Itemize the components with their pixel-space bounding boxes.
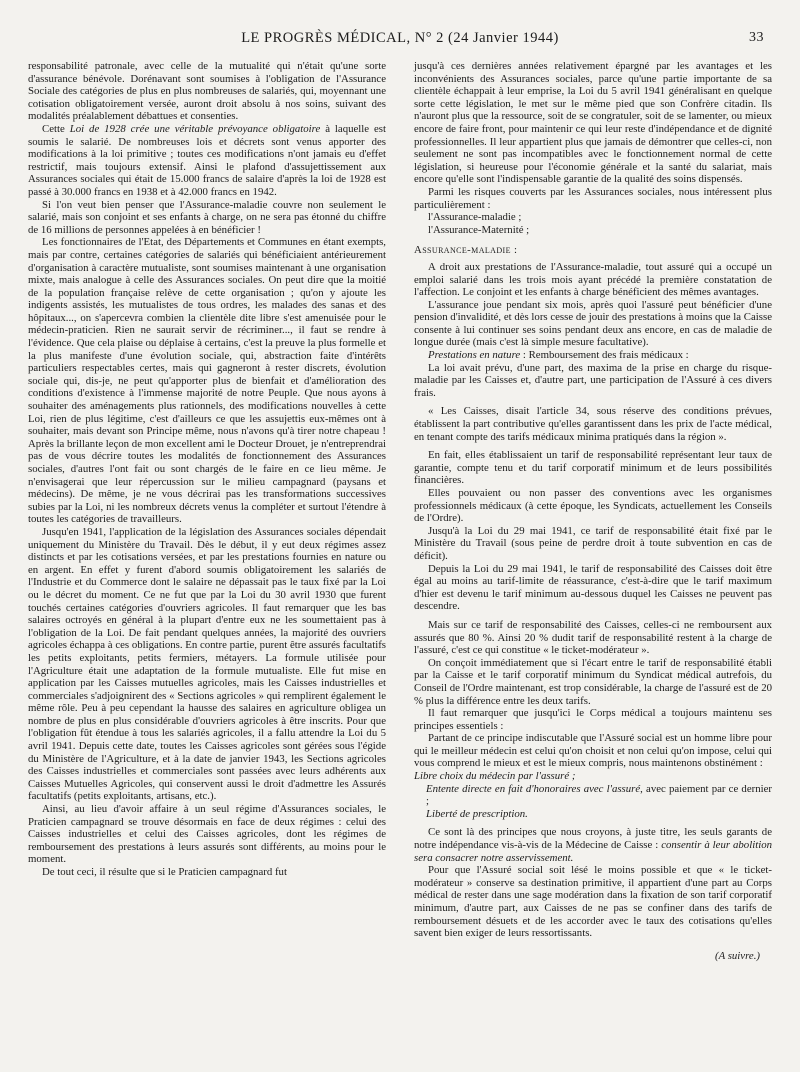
italic-text: consentir à leur abolition sera consacrer notre asservissement. — [414, 839, 772, 864]
right-column — [414, 60, 772, 962]
journal-title: LE PROGRÈS MÉDICAL, N° 2 (24 Janvier 1944) — [241, 30, 559, 46]
paragraph: Si l'on veut bien penser que l'Assurance-maladie couvre non seulement le salarié, mais son conjoint et ses enfants à charge, on ne sera pas étonné du chiffre de 16 millions de personnes appelées à en bénéficier ! — [28, 198, 386, 236]
to-be-continued: (A suivre.) — [715, 949, 760, 962]
running-header — [28, 30, 772, 50]
text-run: : Remboursement des frais médicaux : — [520, 349, 689, 362]
principle-line: Liberté de prescription. — [426, 807, 528, 820]
paragraph: Il faut remarquer que jusqu'ici le Corps médical a toujours maintenu ses principes essentiels : — [414, 707, 772, 732]
quoted-article: « Les Caisses, disait l'article 34, sous réserve des conditions prévues, établissent la part contributive qu'elles garantissent dans les prix de l'acte médical, en tenant compte des tarifs médicaux minima pratiqués dans la région ». — [414, 405, 772, 443]
text-run: , avec paiement par ce dernier ; — [426, 782, 773, 808]
paragraph: responsabilité patronale, avec celle de la mutualité qui n'était qu'une sorte d'assurance bénévole. Dorénavant sont soumises à l'obligation de l'Assurance Sociale des catégories de plus en plus nombreuses de salariés, qui, moyennant une cotisation obligatoirement versée, auront droit absolu à nos soins, suivant des modalités préalablement débattues et consenties. — [28, 60, 386, 123]
paragraph: Elles pouvaient ou non passer des conventions avec les organismes professionnels médicaux (à cette époque, les Syndicats, actuellement les Conseils de l'Ordre). — [414, 487, 772, 525]
paragraph — [414, 349, 772, 362]
paragraph: Depuis la Loi du 29 mai 1941, le tarif de responsabilité des Caisses doit être égal au moins au tarif-limite de réassurance, c'est-à-dire que le tarif maximum d'hier est devenu le tarif minimum au-dessous duquel les Caisses ne peuvent pas descendre. — [414, 562, 772, 613]
italic-text: Entente directe en fait d'honoraires avec l'assuré — [426, 782, 641, 795]
list-item: l'Assurance-Maternité ; — [428, 223, 530, 236]
paragraph: Les fonctionnaires de l'Etat, des Départements et Communes en étant exempts, mais par contre, certaines catégories de salariés qui bénéficiaient antérieurement d'organisation à caractère mutualiste, sont soumises maintenant à une organisation mixte, mais analogue à celle des Assurances sociales. On peut dire que la moitié de la population française relève de cette organisation ; qu'on y ajoute les indigents assistés, les mutualistes de tous ordres, les malades des sanas et des hôpitaux..., on s'apercevra combien la clientèle dite libre s'est amenuisée pour le médecin-praticien. Rien ne saurait servir de récriminer..., il faut se rendre à l'évidence. Que cela plaise ou déplaise à certains, c'est la preuve la plus formelle et la plus manifeste d'une évolution sociale, qui, abstraction faite d'intérêts particuliers respectables certes, mais qui gagneront à rester discrets, évolution sociale qui, dis-je, ne peut qu'apporter plus de bienfait et d'amélioration des conditions d'existence à l'immense majorité de notre Peuple. Que nous ayons à souhaiter des aménagements plus rationnels, des modifications nouvelles à cette Loi, rien de plus légitime, c'est d'ailleurs ce que les assujettis eux-mêmes ont à souhaiter, mais devant son Principe même, nous n'avons qu'à tirer notre chapeau ! Après la brillante leçon de mon excellent ami le Docteur Drouet, je n'entreprendrai pas de vous décrire toutes les modalités de fonctionnement des Assurances sociales, d'autres l'ont fait ou sont chargés de le faire en ce lieu même. Je n'envisagerai que leur répercussion sur le milieu campagnard (paysans et médecins). De même, je ne vous décrirai pas les transformations successives subies par la Loi, ni les nombreux décrets venus la compléter et surtout l'étendre à toutes les catégories de travailleurs. — [28, 236, 386, 526]
paragraph: La loi avait prévu, d'une part, des maxima de la prise en charge du risque-maladie par les Caisses et, d'autre part, une participation de l'Assuré à ces divers frais. — [414, 361, 772, 399]
paragraph: Jusqu'à la Loi du 29 mai 1941, ce tarif de responsabilité était fixé par le Ministère du Travail (sous peine de perdre droit à toute subvention en cas de déficit). — [414, 524, 772, 562]
section-heading: Assurance-maladie : — [414, 244, 518, 257]
principle-line — [414, 783, 772, 808]
paragraph: jusqu'à ces dernières années relativement épargné par les avantages et les inconvénients des Assurances sociales, parce qu'une partie importante de sa clientèle échappait à leur emprise, la Loi du 5 avril 1941 généralisant en quelque sorte cette législation, le met sur le même pied que son Confrère citadin. Ils n'auront plus que la ressource, soit de se congratuler, soit de se lamenter, ou mieux encore de faire front, pour maintenir ce qui leur reste d'indépendance et de dignité professionnelles. Il leur appartient plus que jamais de démontrer que celles-ci, non seulement ne sont pas incompatibles avec le fonctionnement normal de cette législation, si heureuse pour l'économie générale et la santé du salariat, mais encore qu'elle sont l'indispensable garantie de la qualité des soins dispensés. — [414, 60, 772, 186]
paragraph: Partant de ce principe indiscutable que l'Assuré social est un homme libre pour qui le meilleur médecin est celui qu'on choisit et non celui qu'on impose, celui qui vous comprend le mieux et est le mieux compris, nous maintenons obstinément : — [414, 732, 772, 770]
text-run: Cette — [42, 122, 70, 135]
paragraph — [28, 123, 386, 199]
paragraph: Parmi les risques couverts par les Assurances sociales, nous intéressent plus particulièrement : — [414, 185, 772, 211]
paragraph: Pour que l'Assuré social soit lésé le moins possible et que « le ticket-modérateur » conserve sa destination primitive, il appartient d'une part au Corps médical de rester dans une sage modération dans la fixation de son tarif corporatif minimum, d'autre part, aux Caisses de ne pas se confiner dans des tarifs de remboursement désuets et de les accorder avec le taux des cotisations qu'elles savent bien exiger de leurs ressortissants. — [414, 864, 772, 940]
text-run: Ce sont là des principes que nous croyons, à juste titre, les seuls garants de notre indépendance vis-à-vis de la Médecine de Caisse : — [414, 826, 772, 852]
paragraph: De tout ceci, il résulte que si le Praticien campagnard fut — [42, 866, 287, 878]
paragraph: A droit aux prestations de l'Assurance-maladie, tout assuré qui a occupé un emploi salarié dans les trois mois ayant précédé la première constatation de l'affection. Le conjoint et les enfants à charge bénéficient des mêmes avantages. — [414, 260, 772, 299]
principle-line: Libre choix du médecin par l'assuré ; — [414, 770, 576, 783]
left-column — [28, 60, 386, 962]
italic-text: Loi de 1928 crée une véritable prévoyance obligatoire — [69, 122, 321, 135]
paragraph: On conçoit immédiatement que si l'écart entre le tarif de responsabilité établi par la Caisse et le tarif corporatif minimum du Syndicat médical autrefois, du Conseil de l'Ordre maintenant, est trop considérable, la charge de l'assuré est de 20 % plus la différence entre les deux tarifs. — [414, 656, 772, 707]
paragraph: Ainsi, au lieu d'avoir affaire à un seul régime d'Assurances sociales, le Praticien campagnard se trouve désormais en face de deux régimes : celui des Caisses industrielles et celui des Caisses agricoles, dont les régimes de remboursement des prestations à leurs assurés sont différents, au moins pour le moment. — [28, 803, 386, 866]
paragraph: Mais sur ce tarif de responsabilité des Caisses, celles-ci ne remboursent aux assurés que 80 %. Ainsi 20 % dudit tarif de responsabilité restent à la charge de l'assuré, c'est ce qui constitue « le ticket-modérateur ». — [414, 618, 772, 657]
paragraph: Jusqu'en 1941, l'application de la législation des Assurances sociales dépendait uniquement du Ministère du Travail. Dès le début, il y eut deux régimes assez distincts et par les cotisations versées, et par les prestations fournies en nature ou en argent. En effet y furent d'abord soumis obligatoirement les salariés de l'Industrie et du Commerce dont le salaire ne dépassait pas le taux fixé par la Loi ou le décret du moment. Ce ne fut que par la Loi du 30 avril 1930 que furent touchés certaines catégories d'ouvriers agricoles. Il faut remarquer que les bas salaires octroyés en général à la plupart d'entre eux ne les soumettaient pas à l'obligation de la Loi. De fait pendant quelques années, la majorité des ouvriers agricoles échappa à ces obligations. En contre partie, purent être assurés facultatifs les petits exploitants, petits fermiers, métayers. La formule utilisée pour l'Agriculture était une adaptation de la formule mutualiste. Elle fut mise en application par les Caisses mutuelles agricoles, mais les Caisses industrielles et commerciales s'adjoignirent des « Sections agricoles » qui remplirent également le même rôle. Peu à peu cependant la hausse des salaires en agriculture obligea un nombre de plus en plus considérable d'ouvriers agricoles à être inscrits. Pour que l'obligation fût étendue à tous les salariés agricoles, il a fallu attendre la Loi du 5 avril 1941. Depuis cette date, toutes les Caisses agricoles sont gérées sous l'égide du Ministère de l'Agriculture, et à la date de janvier 1943, les Sections agricoles des Caisses industrielles et commerciales sont passées avec leurs adhérents aux Caisses Mutuelles Agricoles, qui conservent aussi le droit d'admettre les Assurés facultatifs (petits exploitants, artisans, etc.). — [28, 525, 386, 803]
paragraph: L'assurance joue pendant six mois, après quoi l'assuré peut bénéficier d'une pension d'invalidité, et dès lors cesse de jouir des prestations à moins que la Caisse consente à lui continuer ses soins pendant deux ans encore, en cas de maladie de longue durée (mais c'est là simple mesure facultative). — [414, 298, 772, 349]
paragraph — [414, 826, 772, 864]
text-columns — [28, 60, 772, 962]
italic-text: Prestations en nature — [428, 349, 521, 362]
page-number: 33 — [749, 30, 764, 45]
paragraph: En fait, elles établissaient un tarif de responsabilité représentant leur taux de garantie, compte tenu et du tarif corporatif minimum et de leurs possibilités financières. — [414, 449, 772, 487]
list-item: l'Assurance-maladie ; — [428, 211, 522, 224]
text-run: à laquelle est soumis le salarié. De nombreuses lois et décrets sont venus apporter des modifications à la loi primitive ; toutes ces modifications n'ont jamais eu d'effet restrictif, mais toujours extensif. Ainsi le plafond d'assujettissement aux Assurances sociales qui était de 15.000 francs de salaire d'après la loi de 1928 est passé à 30.000 francs en 1938 et à 42.000 francs en 1942. — [28, 122, 386, 198]
